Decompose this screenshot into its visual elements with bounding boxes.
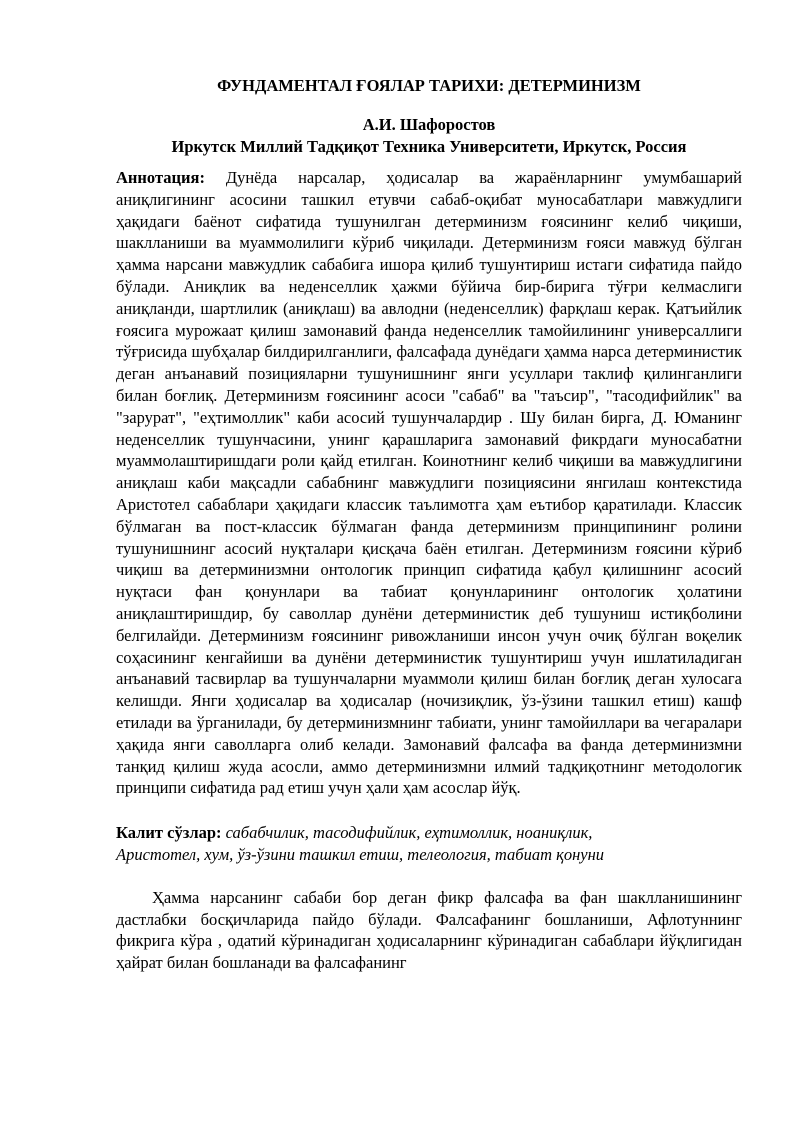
body-paragraph: Ҳамма нарсанинг сабаби бор деган фикр фалсафа ва фан шаклланишининг дастлабки босқичларида пайдо бўлади. Фалсафанинг бошланиши, Афлотуннинг фикрига кўра , одатий кўринадиган ҳодисаларнинг кўринадиган сабаблари йўқлигидан ҳайрат билан бошланади ва фалсафанинг: [116, 887, 742, 973]
author-affiliation: Иркутск Миллий Тадқиқот Техника Университети, Иркутск, Россия: [171, 137, 687, 156]
paper-title: ФУНДАМЕНТАЛ ҒОЯЛАР ТАРИХИ: ДЕТЕРМИНИЗМ: [217, 76, 641, 95]
keywords-line-2: Аристотел, хум, ўз-ўзини ташкил етиш, телеология, табиат қонуни: [116, 844, 605, 864]
author-name: А.И. Шафоростов: [362, 115, 496, 134]
keywords-line-1: сабабчилик, тасодифийлик, еҳтимоллик, ноаниқлик,: [225, 823, 593, 843]
abstract-text: Дунёда нарсалар, ҳодисалар ва жараёнларнинг умумбашарий аниқлигининг асосини ташкил етувчи сабаб-оқибат муносабатлари мавжудлиги ҳақидаги баёнот сифатида тушунилган детерминизм ғоясининг келиб чиқиши, шаклланиши ва муаммолилиги кўриб чиқилади. Детерминизм ғояси мавжуд бўлган ҳамма нарсани мавжудлик сабабига ишора қилиб тушунтириш истаги сифатида пайдо бўлади. Аниқлик ва неденселлик ҳажми бўйича бир-бирига тўғри келмаслиги аниқланди, шартлилик (аниқлаш) ва авлодни (неденселлик) фарқлаш керак. Қатъийлик ғоясига мурожаат қилиш замонавий фанда неденселлик тамойилининг универсаллиги тўғрисида шубҳалар билдирилганлиги, фалсафада дунёдаги ҳамма нарса детерминистик деган анъанавий позицияларни тушунишнинг янги усуллари таклиф қилинганлиги билан боғлиқ. Детерминизм ғоясининг асоси "сабаб" ва "таъсир", "тасодифийлик" ва "зарурат", "еҳтимоллик" каби асосий тушунчалардир . Шу билан бирга, Д. Юманинг неденселлик тушунчасини, унинг қарашларига замонавий фикрдаги муносабатни муаммолаштиришдаги роли қайд етилган. Коинотнинг келиб чиқиши ва мавжудлигини аниқлаш каби мақсадли сабабнинг мавжудлиги позициясини янгилаш контекстида Аристотел сабаблари ҳақидаги классик таълимотга ҳам еътибор қаратилади. Классик бўлмаган ва пост-классик бўлмаган фанда детерминизм принципининг ролини тушунишнинг асосий нуқталари қисқача баён етилган. Детерминизм ғоясини кўриб чиқиш ва детерминизмни онтологик принцип сифатида қабул қилишнинг асосий нуқтаси фан қонунлари ва табиат қонунларининг онтологик ҳолатини аниқлаштиришдир, бу саволлар дунёни детерминистик деб тушуниш истиқболини белгилайди. Детерминизм ғоясининг ривожланиши инсон учун очиқ бўлган воқелик соҳасининг кенгайиши ва дунёни детерминистик тушунтириш учун ишлатиладиган анъанавий тасвирлар ва тушунчаларни муаммоли қилиш билан боғлиқ деган хулосага келишди. Янги ҳодисалар ва ҳодисалар (ночизиқлик, ўз-ўзини ташкил етиш) кашф етилади ва ўрганилади, бу детерминизмнинг табиати, унинг тамойиллари ва чегаралари ҳақида янги саволларга олиб келади. Замонавий фалсафа ва фанда детерминизмни танқид қилиш жуда асосли, аммо детерминизмни илмий тадқиқотнинг методологик принципи сифатида рад етиш учун ҳали ҳам асослар йўқ.: [116, 168, 742, 798]
paper-page: [116, 70, 742, 974]
abstract: [116, 167, 742, 799]
abstract-label: Аннотация:: [116, 168, 205, 187]
keywords: [116, 822, 742, 866]
keywords-label: Калит сўзлар:: [116, 823, 222, 843]
